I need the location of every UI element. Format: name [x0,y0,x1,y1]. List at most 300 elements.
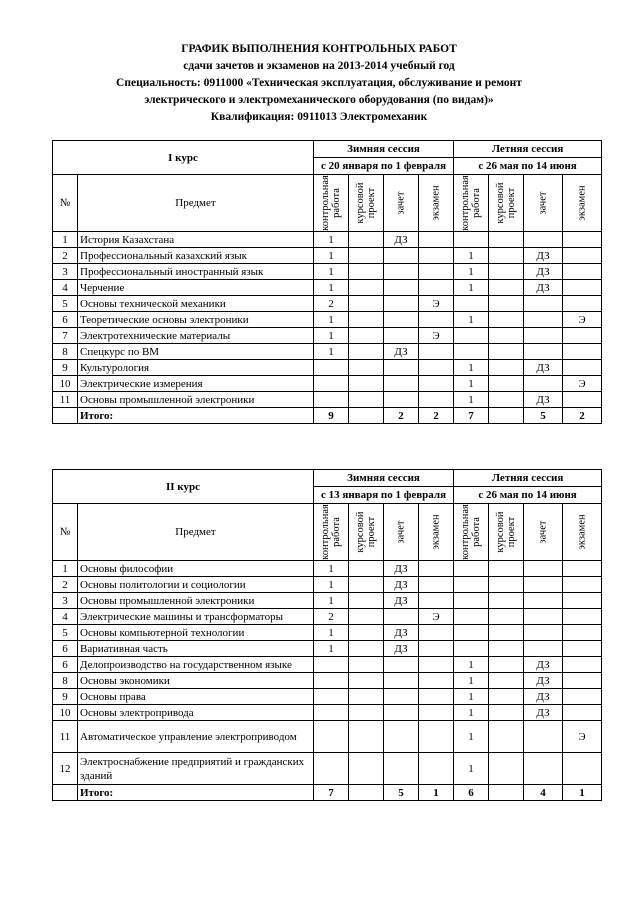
grade-cell [489,360,524,376]
subject-cell: Основы технической механики [78,296,314,312]
grade-cell [489,280,524,296]
table-row [53,609,602,625]
course-1-table [52,140,602,424]
grade-cell: ДЗ [384,344,419,360]
grade-cell: ДЗ [384,561,419,577]
grade-cell: 1 [454,689,489,705]
grade-cell: 1 [454,657,489,673]
grade-cell: 1 [454,376,489,392]
grade-cell [489,705,524,721]
grade-cell [489,673,524,689]
grade-cell [419,673,454,689]
row-number: 1 [53,561,78,577]
grade-cell: 1 [454,753,489,785]
grade-cell [489,392,524,408]
total-row [53,785,602,801]
row-number: 5 [53,625,78,641]
title-line-1: ГРАФИК ВЫПОЛНЕНИЯ КОНТРОЛЬНЫХ РАБОТ [181,43,457,55]
grade-cell: Э [563,721,602,753]
winter-session-title: Зимняя сессия [314,141,454,158]
grade-cell [563,328,602,344]
subject-cell: Основы промышленной электроники [78,593,314,609]
summer-course-header [489,504,524,561]
grade-cell [419,657,454,673]
grade-cell [524,609,563,625]
winter-credit-header [384,504,419,561]
grade-cell: 1 [314,248,349,264]
summer-exam-header [563,504,602,561]
grade-cell [419,705,454,721]
grade-cell: 1 [454,280,489,296]
summer-session-dates: с 26 мая по 14 июня [454,158,602,175]
grade-cell [349,248,384,264]
row-number: 5 [53,296,78,312]
subject-cell: Основы права [78,689,314,705]
grade-cell: 1 [454,248,489,264]
grade-cell [563,344,602,360]
table-row [53,673,602,689]
grade-cell [489,593,524,609]
row-number: 11 [53,392,78,408]
row-number: 4 [53,609,78,625]
winter-course-header [349,175,384,232]
table-row [53,625,602,641]
grade-cell [524,376,563,392]
grade-cell [314,721,349,753]
grade-cell [349,705,384,721]
grade-cell [384,248,419,264]
grade-cell [314,753,349,785]
grade-cell [524,344,563,360]
winter-credit-header-label: зачет [395,520,407,544]
header-row-3 [53,504,602,561]
row-number: 3 [53,264,78,280]
number-header: № [53,175,78,232]
summer-course-header [489,175,524,232]
grade-cell [524,625,563,641]
grade-cell [384,296,419,312]
row-number: 6 [53,641,78,657]
grade-cell [524,312,563,328]
grade-cell [563,689,602,705]
grade-cell [563,625,602,641]
grade-cell [419,360,454,376]
row-number: 9 [53,360,78,376]
total-label: Итого: [78,785,314,801]
grade-cell [419,577,454,593]
row-number: 1 [53,232,78,248]
grade-cell [524,641,563,657]
grade-cell: ДЗ [524,657,563,673]
grade-cell: Э [419,296,454,312]
grade-cell [454,625,489,641]
row-number: 2 [53,248,78,264]
total-row [53,408,602,424]
grade-cell [314,360,349,376]
row-number: 12 [53,753,78,785]
total-cell [53,785,78,801]
grade-cell [349,232,384,248]
subject-header: Предмет [78,175,314,232]
grade-cell: 1 [314,232,349,248]
grade-cell [349,360,384,376]
subject-cell: Профессиональный иностранный язык [78,264,314,280]
grade-cell [524,561,563,577]
grade-cell: 1 [454,264,489,280]
total-cell: 2 [563,408,602,424]
winter-exam-header [419,504,454,561]
row-number: 8 [53,673,78,689]
total-cell: 1 [419,785,454,801]
grade-cell [489,641,524,657]
grade-cell [314,689,349,705]
table-row [53,561,602,577]
row-number: 6 [53,657,78,673]
table-row [53,232,602,248]
summer-credit-header-label: зачет [537,520,549,544]
table-row [53,328,602,344]
grade-cell: ДЗ [384,641,419,657]
grade-cell [524,593,563,609]
summer-control-header-label: контрольная работа [460,504,483,560]
grade-cell [419,753,454,785]
subject-header: Предмет [78,504,314,561]
grade-cell [563,280,602,296]
grade-cell [563,657,602,673]
grade-cell [384,376,419,392]
grade-cell [489,609,524,625]
grade-cell [384,657,419,673]
grade-cell [489,689,524,705]
grade-cell [419,264,454,280]
summer-exam-header-label: экзамен [576,185,588,221]
grade-cell [454,328,489,344]
total-cell [489,408,524,424]
grade-cell [563,392,602,408]
total-cell [349,408,384,424]
grade-cell: 1 [314,641,349,657]
header-row-1 [53,141,602,158]
grade-cell [419,561,454,577]
subject-cell: Основы политологии и социологии [78,577,314,593]
grade-cell: 1 [314,577,349,593]
winter-credit-header-label: зачет [395,191,407,215]
row-number: 7 [53,328,78,344]
summer-course-header-label: курсовой проект [495,511,518,553]
total-cell [489,785,524,801]
grade-cell [524,721,563,753]
grade-cell [349,673,384,689]
row-number: 10 [53,376,78,392]
grade-cell [454,577,489,593]
grade-cell [349,280,384,296]
grade-cell [524,753,563,785]
grade-cell [314,705,349,721]
grade-cell: 1 [454,360,489,376]
grade-cell [349,344,384,360]
winter-control-header-label: контрольная работа [320,175,342,231]
grade-cell [419,392,454,408]
winter-exam-header-label: экзамен [430,514,442,550]
subject-cell: Электроснабжение предприятий и гражданских зданий [78,753,314,785]
subject-cell: Основы промышленной электроники [78,392,314,408]
specialty-line-1: Специальность: 0911000 «Техническая эксплуатация, обслуживание и ремонт [116,77,522,89]
grade-cell: ДЗ [524,689,563,705]
grade-cell [489,657,524,673]
winter-course-header-label: курсовой проект [355,511,377,553]
winter-course-header-label: курсовой проект [355,182,377,224]
grade-cell [314,376,349,392]
grade-cell [419,312,454,328]
grade-cell [314,673,349,689]
grade-cell [489,264,524,280]
subject-cell: Теоретические основы электроники [78,312,314,328]
grade-cell: 1 [454,673,489,689]
grade-cell [454,561,489,577]
grade-cell: 1 [314,625,349,641]
grade-cell: 1 [454,392,489,408]
subject-cell: Черчение [78,280,314,296]
subject-cell: Электротехнические материалы [78,328,314,344]
grade-cell [349,641,384,657]
grade-cell: 1 [314,344,349,360]
grade-cell: 1 [314,264,349,280]
grade-cell: 2 [314,609,349,625]
total-cell: 5 [384,785,419,801]
row-number: 11 [53,721,78,753]
grade-cell [524,577,563,593]
total-label: Итого: [78,408,314,424]
table-row [53,312,602,328]
grade-cell [314,392,349,408]
grade-cell [419,689,454,705]
grade-cell: ДЗ [524,673,563,689]
summer-credit-header [524,175,563,232]
grade-cell: ДЗ [384,577,419,593]
grade-cell: 1 [314,561,349,577]
grade-cell [563,609,602,625]
grade-cell [384,689,419,705]
grade-cell [349,625,384,641]
grade-cell [419,376,454,392]
summer-exam-header-label: экзамен [576,514,588,550]
grade-cell [489,577,524,593]
grade-cell [349,657,384,673]
subject-cell: Электрические машины и трансформаторы [78,609,314,625]
winter-control-header [314,175,349,232]
grade-cell [349,296,384,312]
grade-cell [454,344,489,360]
winter-credit-header [384,175,419,232]
grade-cell [384,360,419,376]
grade-cell [489,328,524,344]
grade-cell: ДЗ [384,625,419,641]
total-cell: 9 [314,408,349,424]
grade-cell [563,593,602,609]
grade-cell [524,296,563,312]
table-row [53,657,602,673]
grade-cell [419,280,454,296]
grade-cell [563,705,602,721]
subject-cell: Делопроизводство на государственном языке [78,657,314,673]
grade-cell [384,392,419,408]
grade-cell [563,753,602,785]
grade-cell [489,376,524,392]
grade-cell: 1 [454,705,489,721]
summer-session-title: Летняя сессия [454,470,602,487]
summer-course-header-label: курсовой проект [495,182,518,224]
subject-cell: Автоматическое управление электроприводом [78,721,314,753]
grade-cell: ДЗ [524,248,563,264]
subject-cell: История Казахстана [78,232,314,248]
grade-cell: ДЗ [524,705,563,721]
grade-cell [384,312,419,328]
grade-cell [454,593,489,609]
winter-exam-header [419,175,454,232]
table-row [53,705,602,721]
total-cell: 7 [454,408,489,424]
total-cell: 2 [384,408,419,424]
subject-cell: Основы электропривода [78,705,314,721]
subject-cell: Спецкурс по ВМ [78,344,314,360]
grade-cell: 1 [314,312,349,328]
winter-exam-header-label: экзамен [430,185,442,221]
grade-cell [563,673,602,689]
table-row [53,593,602,609]
grade-cell: ДЗ [384,232,419,248]
row-number: 2 [53,577,78,593]
title-line-2: сдачи зачетов и экзаменов на 2013-2014 учебный год [183,60,455,72]
grade-cell [349,392,384,408]
row-number: 3 [53,593,78,609]
grade-cell [489,753,524,785]
grade-cell [419,248,454,264]
grade-cell [384,328,419,344]
grade-cell [489,248,524,264]
grade-cell [349,264,384,280]
grade-cell [349,721,384,753]
grade-cell [419,232,454,248]
grade-cell [384,705,419,721]
header-row-1 [53,470,602,487]
row-number: 8 [53,344,78,360]
subject-cell: Основы экономики [78,673,314,689]
grade-cell [524,328,563,344]
grade-cell: ДЗ [384,593,419,609]
grade-cell: 1 [314,328,349,344]
grade-cell [349,609,384,625]
total-cell [349,785,384,801]
total-cell: 5 [524,408,563,424]
course-title: II курс [53,470,314,504]
total-cell: 6 [454,785,489,801]
table-row [53,392,602,408]
subject-cell: Основы компьютерной технологии [78,625,314,641]
grade-cell: Э [419,328,454,344]
grade-cell [563,296,602,312]
grade-cell [384,721,419,753]
grade-cell [384,673,419,689]
winter-session-dates: с 13 января по 1 февраля [314,487,454,504]
grade-cell [419,344,454,360]
subject-cell: Профессиональный казахский язык [78,248,314,264]
grade-cell: ДЗ [524,280,563,296]
grade-cell [384,280,419,296]
grade-cell [384,753,419,785]
summer-credit-header-label: зачет [537,191,549,215]
grade-cell [349,753,384,785]
winter-control-header [314,504,349,561]
total-cell: 7 [314,785,349,801]
summer-credit-header [524,504,563,561]
row-number: 10 [53,705,78,721]
row-number: 9 [53,689,78,705]
winter-course-header [349,504,384,561]
row-number: 6 [53,312,78,328]
summer-control-header [454,175,489,232]
grade-cell [489,561,524,577]
winter-session-dates: с 20 января по 1 февраля [314,158,454,175]
subject-cell: Основы философии [78,561,314,577]
summer-control-header [454,504,489,561]
grade-cell [384,609,419,625]
table-row [53,248,602,264]
table-row [53,577,602,593]
grade-cell: 1 [314,280,349,296]
grade-cell [349,593,384,609]
grade-cell [563,248,602,264]
grade-cell [419,625,454,641]
grade-cell [563,641,602,657]
number-header: № [53,504,78,561]
grade-cell [349,577,384,593]
grade-cell [563,264,602,280]
grade-cell: Э [419,609,454,625]
grade-cell: ДЗ [524,392,563,408]
grade-cell: ДЗ [524,264,563,280]
subject-cell: Вариативная часть [78,641,314,657]
grade-cell [563,577,602,593]
grade-cell [489,296,524,312]
table-row [53,753,602,785]
grade-cell [349,312,384,328]
grade-cell [314,657,349,673]
grade-cell [349,561,384,577]
table-row [53,376,602,392]
specialty-line-2: электрического и электромеханического оборудования (по видам)» [144,94,494,106]
table-row [53,689,602,705]
table-row [53,264,602,280]
grade-cell [419,641,454,657]
grade-cell [489,625,524,641]
summer-control-header-label: контрольная работа [460,175,483,231]
summer-session-title: Летняя сессия [454,141,602,158]
subject-cell: Электрические измерения [78,376,314,392]
table-row [53,280,602,296]
course-2-table [52,469,602,801]
qualification-line: Квалификация: 0911013 Электромеханик [210,111,428,123]
grade-cell [454,609,489,625]
grade-cell [524,232,563,248]
total-cell: 1 [563,785,602,801]
grade-cell [419,721,454,753]
grade-cell [563,360,602,376]
total-cell [53,408,78,424]
grade-cell [489,344,524,360]
total-cell: 2 [419,408,454,424]
course-title: I курс [53,141,314,175]
grade-cell [349,328,384,344]
